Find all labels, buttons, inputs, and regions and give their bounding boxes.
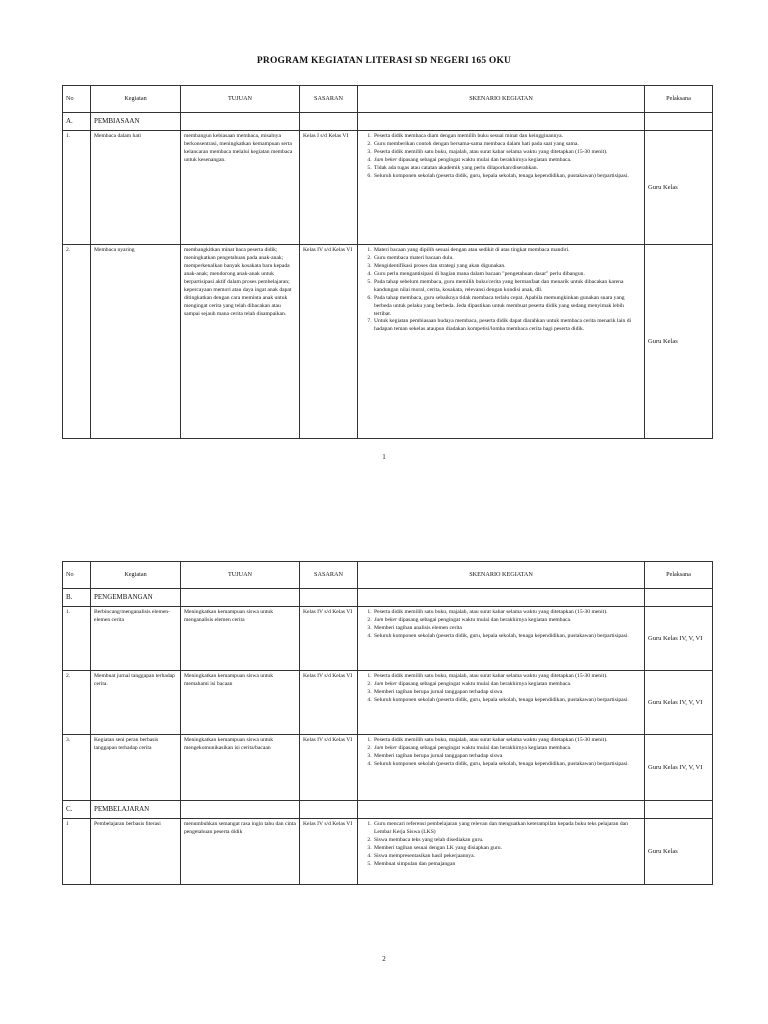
skenario-step: 1. Peserta didik memilih satu buku, majalah, atau surat kabar selama waktu yang ditetapkan (15-30 menit). bbox=[373, 737, 641, 745]
table-row bbox=[63, 735, 713, 801]
table-row bbox=[63, 819, 713, 885]
skenario-step: 4. Seluruh komponen sekolah (peserta didik, guru, kepala sekolah, tenaga kependidikan, pustakawan) berpartisipasi. bbox=[373, 633, 641, 641]
skenario-step: 4. Seluruh komponen sekolah (peserta didik, guru, kepala sekolah, tenaga kependidikan, pustakawan) berpartisipasi. bbox=[373, 697, 641, 705]
program-table-page-2 bbox=[62, 561, 713, 885]
section-letter: B. bbox=[63, 589, 91, 607]
header-skenario: SKENARIO KEGIATAN bbox=[358, 86, 645, 113]
header-tujuan: TUJUAN bbox=[181, 562, 300, 589]
skenario-step: 3. Memberi tagihan berupa jurnal tanggapan terhadap siswa bbox=[373, 689, 641, 697]
skenario-step: 2. Guru membaca materi bacaan dulu. bbox=[373, 255, 641, 263]
row-pelaksana: Guru Kelas IV, V, VI bbox=[645, 735, 713, 801]
skenario-step: 2. Jam beker dipasang sebagai pengingat waktu mulai dan berakhirnya kegiatan membaca. bbox=[373, 745, 641, 753]
section-letter: A. bbox=[63, 113, 91, 131]
row-tujuan: membangun kebiasaan membaca, misalnya berkonsentrasi, meningkatkan kemampuan serta kelancaran membaca melalui kegiatan membaca untuk kesenangan. bbox=[181, 131, 300, 245]
skenario-step: 1. Guru mencari referensi pembelajaran yang relevan dan menguatkan keterampilan kepada buku teks pelajaran dan Lembar Kerja Siswa (LKS) bbox=[373, 821, 641, 837]
row-kegiatan: Membaca nyaring bbox=[91, 245, 181, 439]
skenario-step: 7. Untuk kegiatan pembiasaan budaya membaca, peserta didik dapat diarahkan untuk membaca cerita menarik lain di hadapan teman sekelas ataupun diadakan kompetisi/lomba membaca cerita bagi peserta didik. bbox=[373, 318, 641, 334]
skenario-step: 4. Guru perlu mengantisipasi di bagian mana dalam bacaan "pengetahuan dasar" perlu dibangun. bbox=[373, 271, 641, 279]
page-number: 1 bbox=[382, 453, 386, 461]
row-kegiatan: Kegiatan seni peran berbasis tanggapan terhadap cerita bbox=[91, 735, 181, 801]
row-no: 2. bbox=[63, 245, 91, 439]
row-kegiatan: Pembelajaran berbasis literasi bbox=[91, 819, 181, 885]
skenario-step: 5. Pada tahap sebelum membaca, guru memilih buku/cerita yang bermanfaat dan menarik untuk dibacakan karena kandungan nilai moral, cerita, kosakata, relevansi dengan kondisi anak, dll. bbox=[373, 279, 641, 295]
section-row-pengembangan bbox=[63, 589, 713, 607]
skenario-step: 6. Pada tahap membaca, guru sebaiknya tidak membaca terlalu cepat. Apabila memungkinkan gunakan suara yang berbeda untuk pelaku yang berbeda. Jeda dipastikan untuk membuat peserta didik yang sedang menyimak lebih tertibat. bbox=[373, 295, 641, 319]
row-no: 1. bbox=[63, 131, 91, 245]
header-sasaran: SASARAN bbox=[300, 562, 358, 589]
row-skenario bbox=[358, 131, 645, 245]
skenario-step: 4. Jam beker dipasang sebagai pengingat waktu mulai dan berakhirnya kegiatan membaca. bbox=[373, 157, 641, 165]
row-skenario bbox=[358, 607, 645, 671]
skenario-step: 3. Memberi tagihan sesuai dengan LK yang disiapkan guru. bbox=[373, 845, 641, 853]
section-letter: C. bbox=[63, 801, 91, 819]
header-skenario: SKENARIO KEGIATAN bbox=[358, 562, 645, 589]
skenario-step: 2. Jam beker dipasang sebagai pengingat waktu mulai dan berakhirnya kegiatan membaca. bbox=[373, 617, 641, 625]
row-no: 3. bbox=[63, 735, 91, 801]
skenario-step: 2. Guru memberikan contoh dengan bersama-sama membaca dalam hati pada saat yang sama. bbox=[373, 141, 641, 149]
skenario-step: 1. Peserta didik memilih satu buku, majalah, atau surat kabar selama waktu yang ditetapkan (15-30 menit). bbox=[373, 609, 641, 617]
document-title: PROGRAM KEGIATAN LITERASI SD NEGERI 165 OKU bbox=[256, 56, 512, 66]
row-pelaksana: Guru Kelas IV, V, VI bbox=[645, 607, 713, 671]
row-skenario bbox=[358, 245, 645, 439]
table-row bbox=[63, 671, 713, 735]
row-skenario bbox=[358, 671, 645, 735]
skenario-step: 3. Memberi tagihan analisis elemen cerita bbox=[373, 625, 641, 633]
header-pelaksana: Pelaksana bbox=[645, 562, 713, 589]
table-row bbox=[63, 245, 713, 439]
row-pelaksana: Guru Kelas IV, V, VI bbox=[645, 671, 713, 735]
header-no: No bbox=[63, 562, 91, 589]
row-no: 1. bbox=[63, 607, 91, 671]
header-tujuan: TUJUAN bbox=[181, 86, 300, 113]
header-no: No bbox=[63, 86, 91, 113]
skenario-step: 1. Peserta didik memilih satu buku, majalah, atau surat kabar selama waktu yang ditetapkan (15-30 menit). bbox=[373, 673, 641, 681]
skenario-step: 3. Memberi tagihan berupa jurnal tanggapan terhadap siswa bbox=[373, 753, 641, 761]
row-tujuan: menumbuhkan semangat rasa ingin tahu dan cinta pengetahuan peserta didik bbox=[181, 819, 300, 885]
skenario-step: 2. Siswa membaca teks yang telah disediakan guru. bbox=[373, 837, 641, 845]
header-kegiatan: Kegiatan bbox=[91, 86, 181, 113]
page-number: 2 bbox=[382, 955, 386, 963]
row-tujuan: Meningkatkan kemampuan siswa untuk menganalisis elemen cerita bbox=[181, 607, 300, 671]
program-table-page-1 bbox=[62, 85, 713, 439]
section-row-pembiasaan bbox=[63, 113, 713, 131]
skenario-step: 1. Materi bacaan yang dipilih sesuai dengan atau sedikit di atas tingkat membaca mandiri. bbox=[373, 247, 641, 255]
row-skenario bbox=[358, 819, 645, 885]
table-header-row bbox=[63, 86, 713, 113]
row-sasaran: Kelas IV s/d Kelas VI bbox=[300, 671, 358, 735]
skenario-step: 4. Seluruh komponen sekolah (peserta didik, guru, kepala sekolah, tenaga kependidikan, pustakawan) berpartisipasi. bbox=[373, 761, 641, 769]
row-sasaran: Kelas IV s/d Kelas VI bbox=[300, 735, 358, 801]
section-row-pembelajaran bbox=[63, 801, 713, 819]
table-row bbox=[63, 607, 713, 671]
skenario-step: 1. Peserta didik membaca diam dengan memilih buku sesuai minat dan keingginannya. bbox=[373, 133, 641, 141]
row-sasaran: Kelas IV s/d Kelas VI bbox=[300, 819, 358, 885]
skenario-step: 5. Tidak ada tugas atau catatan akademik yang perlu dilaporkan/diserahkan. bbox=[373, 165, 641, 173]
row-pelaksana: Guru Kelas bbox=[645, 131, 713, 245]
row-sasaran: Kelas I s/d Kelas VI bbox=[300, 131, 358, 245]
row-kegiatan: Membuat jurnal tanggapan terhadap cerita. bbox=[91, 671, 181, 735]
row-skenario bbox=[358, 735, 645, 801]
skenario-step: 4. Siswa mempresentasikan hasil pekerjaannya. bbox=[373, 853, 641, 861]
row-pelaksana: Guru Kelas bbox=[645, 245, 713, 439]
skenario-step: 5. Membuat simpulan dan pemajangan bbox=[373, 861, 641, 869]
section-name: PEMBIASAAN bbox=[91, 113, 181, 131]
table-row bbox=[63, 131, 713, 245]
skenario-step: 3. Peserta didik memilih satu buku, majalah, atau surat kabar selama waktu yang ditetapkan (15-30 menit). bbox=[373, 149, 641, 157]
header-kegiatan: Kegiatan bbox=[91, 562, 181, 589]
skenario-step: 6. Seluruh komponen sekolah (peserta didik, guru, kepala sekolah, tenaga kependidikan, pustakawan) berpartisipasi. bbox=[373, 173, 641, 181]
row-tujuan: Meningkatkan kemampuan siswa untuk mengekomunikasikan isi cerita/bacaan bbox=[181, 735, 300, 801]
row-kegiatan: Berbincang/menganalisis elemen-elemen cerita bbox=[91, 607, 181, 671]
section-name: PENGEMBANGAN bbox=[91, 589, 181, 607]
row-sasaran: Kelas IV s/d Kelas VI bbox=[300, 607, 358, 671]
skenario-step: 2. Jam beker dipasang sebagai pengingat waktu mulai dan berakhirnya kegiatan membaca. bbox=[373, 681, 641, 689]
row-tujuan: membangkitkan minat baca peserta didik; meningkatkan pengetahuan pada anak-anak; memperkenalkan banyak kosakata baru kepada anak-anak; mendorong anak-anak untuk berpartisipasi aktif dalam proses pembelajaran; kepercayaan memori atau daya ingat anak dapat ditingkatkan dengan cara meminta anak untuk mengingat cerita yang telah dibacakan atau sampai sejauh mana cerita telah disampaikan. bbox=[181, 245, 300, 439]
row-kegiatan: Membaca dalam hati bbox=[91, 131, 181, 245]
table-header-row bbox=[63, 562, 713, 589]
skenario-step: 3. Mengidentifikasi proses dan strategi yang akan digunakan. bbox=[373, 263, 641, 271]
row-sasaran: Kelas IV s/d Kelas VI bbox=[300, 245, 358, 439]
section-name: PEMBELAJARAN bbox=[91, 801, 181, 819]
header-sasaran: SASARAN bbox=[300, 86, 358, 113]
row-tujuan: Meningkatkan kemampuan siswa untuk memahami isi bacaan bbox=[181, 671, 300, 735]
row-no: 2. bbox=[63, 671, 91, 735]
row-pelaksana: Guru Kelas bbox=[645, 819, 713, 885]
header-pelaksana: Pelaksana bbox=[645, 86, 713, 113]
row-no: 1 bbox=[63, 819, 91, 885]
